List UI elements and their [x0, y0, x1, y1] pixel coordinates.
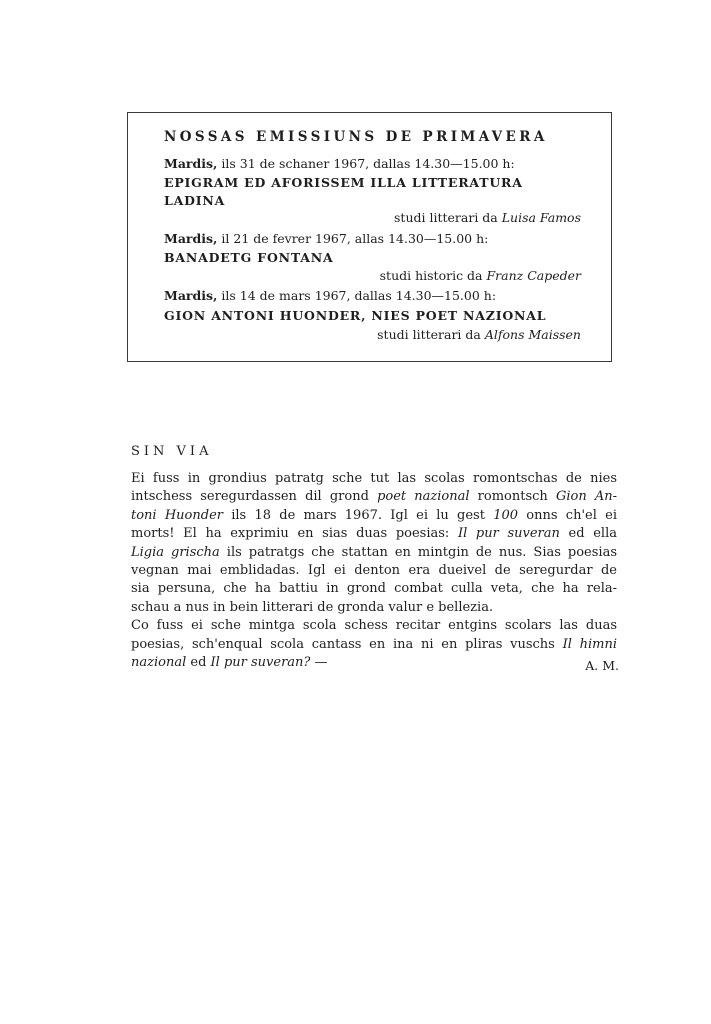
- article-body: [131, 470, 617, 672]
- article-line: [131, 636, 617, 654]
- program-credit: studi historic da Franz Capeder: [379, 268, 581, 283]
- article-line: [131, 599, 617, 617]
- article-line: [131, 470, 617, 488]
- program-title: GION ANTONI HUONDER, NIES POET NAZIONAL: [164, 308, 547, 323]
- body-text: vegnan mai emblidadas. Igl ei denton era dueivel de seregurdar de: [131, 562, 617, 578]
- article-line: [131, 544, 617, 562]
- program-title: EPIGRAM ED AFORISSEM ILLA LITTERATURA: [164, 175, 523, 190]
- program-credit: studi litterari da Luisa Famos: [394, 210, 581, 225]
- emphasis-text: 100: [493, 507, 519, 523]
- emphasis-text: nazional: [131, 654, 187, 670]
- body-text: Ei fuss in grondius patratg sche tut las scolas romontschas de nies: [131, 471, 617, 486]
- emphasis-text: Il himni: [562, 636, 617, 652]
- emphasis-text: Il pur suveran: [457, 526, 560, 542]
- article-line: [131, 654, 617, 672]
- body-text: morts! El ha exprimiu en sias duas poesias:: [131, 526, 458, 542]
- body-text: ils patratgs che stattan en mintgin de nus. Sias poesias: [219, 544, 617, 560]
- body-text: Co fuss ei sche mintga scola schess recitar entgins scolars las duas: [131, 618, 617, 634]
- emphasis-text: Il pur suveran?: [210, 654, 311, 670]
- body-text: schau a nus in bein litterari de gronda valur e bellezia.: [131, 599, 494, 615]
- article-line: [131, 507, 617, 525]
- schedule-line: Mardis, ils 14 de mars 1967, dallas 14.30—15.00 h:: [164, 288, 497, 303]
- body-text: sia persuna, che ha battiu in grond combat culla veta, che ha rela-: [131, 581, 617, 597]
- article-line: [131, 617, 617, 635]
- program-credit: studi litterari da Alfons Maissen: [377, 327, 581, 342]
- article-line: [131, 525, 617, 543]
- body-text: —: [310, 654, 328, 670]
- body-text: romontsch: [469, 489, 556, 505]
- program-announcement-box: [127, 112, 612, 362]
- emphasis-text: toni Huonder: [131, 507, 223, 523]
- emphasis-text: Ligia grischa: [131, 544, 220, 560]
- body-text: ed: [186, 654, 211, 670]
- body-text: poesias, sch'enqual scola cantass en ina ni en pliras vuschs: [131, 636, 563, 652]
- article-line: [131, 562, 617, 580]
- article-signature: A. M.: [585, 658, 619, 673]
- program-title: LADINA: [164, 193, 226, 208]
- body-text: ed ella: [559, 526, 617, 542]
- schedule-line: Mardis, il 21 de fevrer 1967, allas 14.30—15.00 h:: [164, 231, 489, 246]
- article-title: SIN VIA: [131, 444, 213, 459]
- body-text: onns ch'el ei: [518, 507, 617, 523]
- emphasis-text: poet nazional: [377, 489, 470, 505]
- body-text: ils 18 de mars 1967. Igl ei lu gest: [222, 507, 494, 523]
- emphasis-text: Gion An-: [555, 489, 617, 505]
- body-text: intschess seregurdassen dil grond: [131, 489, 378, 505]
- program-title: BANADETG FONTANA: [164, 250, 334, 265]
- schedule-line: Mardis, ils 31 de schaner 1967, dallas 14.30—15.00 h:: [164, 156, 515, 171]
- article-line: [131, 580, 617, 598]
- article-line: [131, 488, 617, 506]
- box-title: NOSSAS EMISSIUNS DE PRIMAVERA: [164, 129, 548, 145]
